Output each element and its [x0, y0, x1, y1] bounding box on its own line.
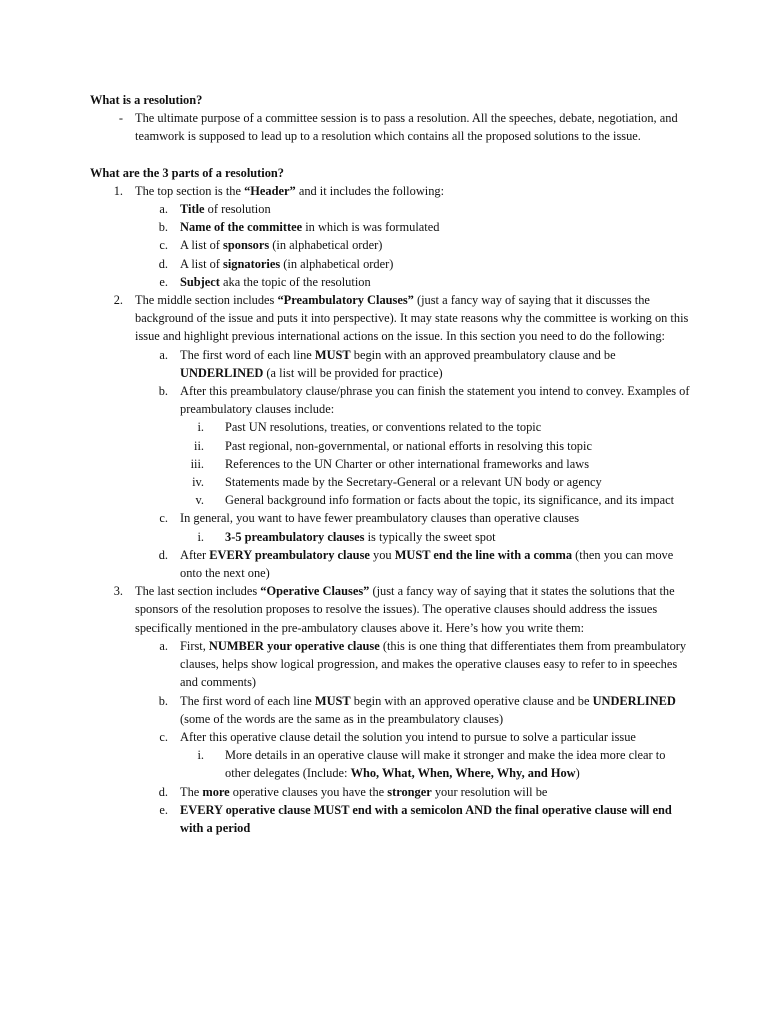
list-letter: e.	[159, 274, 168, 289]
sub-list-item	[90, 692, 690, 728]
sub-list-item	[90, 200, 690, 218]
list-number: 2.	[113, 293, 123, 308]
sub-list-item	[90, 382, 690, 418]
sub-list-item	[90, 255, 690, 273]
sub-list-item	[90, 728, 690, 746]
list-roman: i.	[197, 748, 204, 763]
list-item	[90, 291, 690, 346]
list-text: Name of the committee in which is was formulated	[180, 220, 440, 235]
list-text: The last section includes “Operative Clauses” (just a fancy way of saying that it states the solutions that the sponsors of the resolution proposes to resolve the issues). The operative clauses should address the issues specifically mentioned in the pre-ambulatory clauses above it. Here’s how you write them:	[135, 584, 675, 635]
list-text: The more operative clauses you have the stronger your resolution will be	[180, 784, 548, 799]
sub-list-item	[90, 801, 690, 837]
sub-sub-list-item	[90, 746, 690, 782]
list-letter: d.	[158, 547, 168, 562]
sub-list-item	[90, 509, 690, 527]
list-letter: e.	[159, 802, 168, 817]
sub-list-item	[90, 546, 690, 582]
list-letter: b.	[158, 220, 168, 235]
list-roman: iii.	[190, 456, 204, 471]
bullet-marker: -	[118, 111, 123, 126]
sub-list-item	[90, 218, 690, 236]
list-item	[90, 182, 690, 200]
list-letter: a.	[159, 202, 168, 217]
section-heading: What are the 3 parts of a resolution?	[90, 165, 284, 180]
sub-sub-list-item	[90, 455, 690, 473]
list-text: After this preambulatory clause/phrase you can finish the statement you intend to convey. Examples of preambulatory clauses include:	[180, 384, 690, 417]
section-heading: What is a resolution?	[90, 93, 203, 107]
sub-list-item	[90, 346, 690, 382]
list-item	[90, 582, 690, 637]
paragraph: The ultimate purpose of a committee session is to pass a resolution. All the speeches, debate, negotiation, and teamwork is supposed to lead up to a resolution which contains all the proposed solutions to the issue.	[135, 111, 678, 144]
sub-sub-list-item	[90, 491, 690, 509]
list-text: More details in an operative clause will make it stronger and make the idea more clear to other delegates (Include: Who, What, When, Where, Why, and How)	[225, 748, 666, 781]
list-text: Title of resolution	[180, 202, 271, 217]
list-text: The first word of each line MUST begin with an approved preambulatory clause and be UNDERLINED (a list will be provided for practice)	[180, 347, 616, 380]
list-roman: ii.	[194, 438, 204, 453]
list-letter: a.	[159, 347, 168, 362]
document-content	[90, 91, 690, 837]
list-number: 1.	[113, 183, 123, 198]
list-text: Past UN resolutions, treaties, or conventions related to the topic	[225, 420, 542, 435]
list-roman: i.	[197, 420, 204, 435]
list-text: Statements made by the Secretary-General or a relevant UN body or agency	[225, 475, 602, 490]
list-text: EVERY operative clause MUST end with a semicolon AND the final operative clause will end with a period	[180, 802, 672, 835]
list-letter: c.	[159, 729, 168, 744]
list-text: After this operative clause detail the solution you intend to pursue to solve a particular issue	[180, 729, 636, 744]
list-letter: b.	[158, 693, 168, 708]
list-text: General background info formation or facts about the topic, its significance, and its impact	[225, 493, 675, 508]
sub-list-item	[90, 783, 690, 801]
list-roman: v.	[195, 493, 204, 508]
list-item	[90, 109, 690, 145]
list-text: The first word of each line MUST begin with an approved operative clause and be UNDERLINED (some of the words are the same as in the preambulatory clauses)	[180, 693, 676, 726]
sub-list-item	[90, 273, 690, 291]
list-text: References to the UN Charter or other international frameworks and laws	[225, 456, 590, 471]
sub-sub-list-item	[90, 473, 690, 491]
list-text: First, NUMBER your operative clause (this is one thing that differentiates them from preambulatory clauses, helps show logical progression, and makes the operative clauses easy to refer to in speeches and comments)	[180, 638, 687, 690]
list-text: The top section is the “Header” and it includes the following:	[135, 183, 445, 198]
list-roman: iv.	[192, 475, 204, 490]
list-number: 3.	[113, 584, 123, 599]
sub-list-item	[90, 637, 690, 692]
list-letter: c.	[159, 511, 168, 526]
list-letter: c.	[159, 238, 168, 253]
list-letter: d.	[158, 784, 168, 799]
sub-sub-list-item	[90, 528, 690, 546]
list-letter: a.	[159, 638, 168, 653]
list-roman: i.	[197, 529, 204, 544]
list-text: Subject aka the topic of the resolution	[180, 274, 371, 289]
sub-sub-list-item	[90, 437, 690, 455]
sub-sub-list-item	[90, 418, 690, 436]
list-text: A list of signatories (in alphabetical order)	[180, 256, 394, 271]
list-letter: b.	[158, 384, 168, 399]
list-text: A list of sponsors (in alphabetical order)	[180, 238, 383, 253]
list-text: In general, you want to have fewer preambulatory clauses than operative clauses	[180, 511, 580, 526]
list-text: After EVERY preambulatory clause you MUST end the line with a comma (then you can move onto the next one)	[180, 547, 674, 581]
list-text: 3-5 preambulatory clauses is typically the sweet spot	[225, 529, 496, 544]
list-letter: d.	[158, 256, 168, 271]
list-text: Past regional, non-governmental, or national efforts in resolving this topic	[225, 438, 592, 453]
sub-list-item	[90, 236, 690, 254]
list-text: The middle section includes “Preambulatory Clauses” (just a fancy way of saying that it discusses the background of the issue and puts it into perspective). It may state reasons why the committee is working on this issue and highlight previous international actions on the issue. In this section you need to do the following:	[135, 293, 689, 344]
